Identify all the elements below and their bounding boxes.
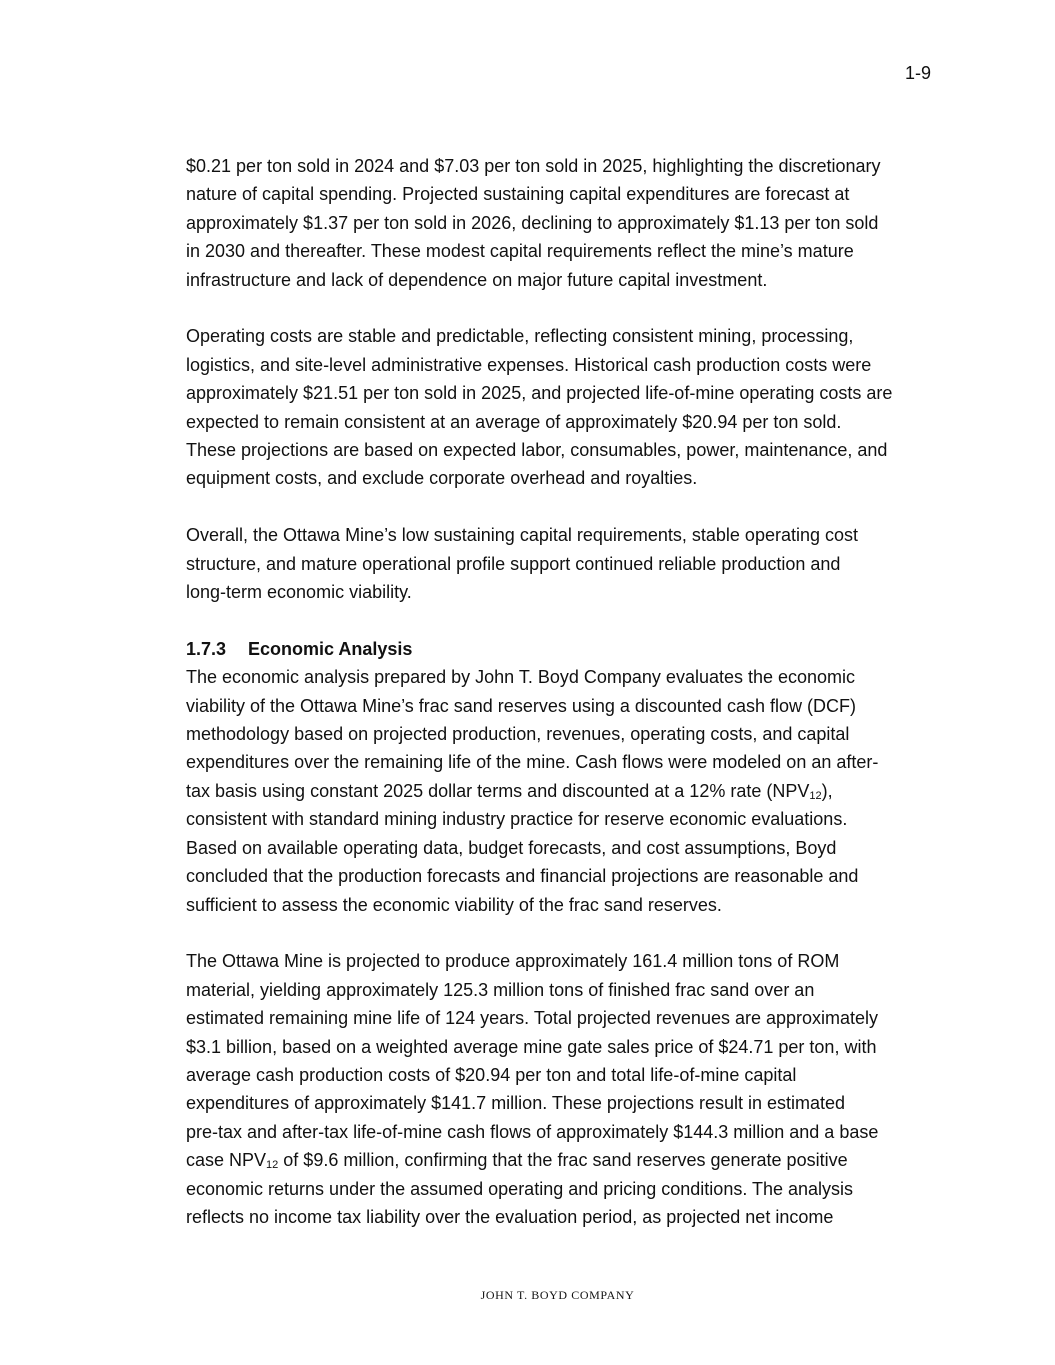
text-line: in 2030 and thereafter. These modest capital requirements reflect the mine’s mature [186,241,854,262]
text-segment: ), [821,780,833,801]
text-line: These projections are based on expected labor, consumables, power, maintenance, and [186,440,888,461]
section-economic-analysis [186,635,946,919]
text-line: approximately $21.51 per ton sold in 2025, and projected life-of-mine operating costs are [186,383,893,404]
section-title: Economic Analysis [248,638,413,659]
text-line: Overall, the Ottawa Mine’s low sustaining capital requirements, stable operating cost [186,525,859,546]
text-line: $3.1 billion, based on a weighted average mine gate sales price of $24.71 per ton, with [186,1036,877,1057]
text-segment: of $9.6 million, confirming that the frac sand reserves generate positive [278,1150,848,1171]
text-line: equipment costs, and exclude corporate overhead and royalties. [186,468,698,489]
subscript: 12 [266,1159,279,1172]
text-line: average cash production costs of $20.94 per ton and total life-of-mine capital [186,1064,797,1085]
text-line: expenditures over the remaining life of the mine. Cash flows were modeled on an after- [186,752,879,773]
text-line: logistics, and site-level administrative expenses. Historical cash production costs were [186,354,872,375]
paragraph-overall [186,521,946,606]
text-line: concluded that the production forecasts and financial projections are reasonable and [186,866,859,887]
text-line: approximately $1.37 per ton sold in 2026, declining to approximately $1.13 per ton sold [186,212,879,233]
text-line: The economic analysis prepared by John T. Boyd Company evaluates the economic [186,667,856,688]
text-line [186,777,946,805]
text-line: infrastructure and lack of dependence on major future capital investment. [186,269,768,290]
section-heading [186,635,946,663]
text-line: Based on available operating data, budget forecasts, and cost assumptions, Boyd [186,837,837,858]
text-line: pre-tax and after-tax life-of-mine cash flows of approximately $144.3 million and a base [186,1121,879,1142]
text-line [186,1146,946,1174]
paragraph-operating-costs [186,322,946,492]
text-line: Operating costs are stable and predictable, reflecting consistent mining, processing, [186,326,854,347]
text-line: sufficient to assess the economic viability of the frac sand reserves. [186,894,722,915]
text-line: $0.21 per ton sold in 2024 and $7.03 per ton sold in 2025, highlighting the discretionary [186,156,881,176]
document-body [186,152,946,1231]
text-line: The Ottawa Mine is projected to produce approximately 161.4 million tons of ROM [186,951,840,972]
text-line: reflects no income tax liability over the evaluation period, as projected net income [186,1206,834,1227]
text-line: viability of the Ottawa Mine’s frac sand reserves using a discounted cash flow (DCF) [186,695,856,716]
paragraph-projections [186,947,946,1231]
text-line: expected to remain consistent at an average of approximately $20.94 per ton sold. [186,411,842,432]
text-line: estimated remaining mine life of 124 years. Total projected revenues are approximately [186,1008,879,1029]
subscript: 12 [809,789,822,802]
text-line: nature of capital spending. Projected sustaining capital expenditures are forecast at [186,184,850,205]
text-line: expenditures of approximately $141.7 million. These projections result in estimated [186,1093,846,1114]
footer-company: JOHN T. BOYD COMPANY [480,1288,635,1302]
paragraph-capital-spending [186,152,946,294]
text-segment: case NPV [186,1150,267,1171]
text-line: consistent with standard mining industry practice for reserve economic evaluations. [186,809,848,830]
text-segment: tax basis using constant 2025 dollar terms and discounted at a 12% rate (NPV [186,780,810,801]
text-line: long-term economic viability. [186,582,412,603]
text-line: methodology based on projected production, revenues, operating costs, and capital [186,724,850,745]
section-number: 1.7.3 [186,638,227,659]
text-line: economic returns under the assumed operating and pricing conditions. The analysis [186,1178,854,1199]
text-line: structure, and mature operational profile support continued reliable production and [186,553,841,574]
text-line: material, yielding approximately 125.3 million tons of finished frac sand over an [186,979,815,1000]
page-number: 1-9 [904,63,931,83]
